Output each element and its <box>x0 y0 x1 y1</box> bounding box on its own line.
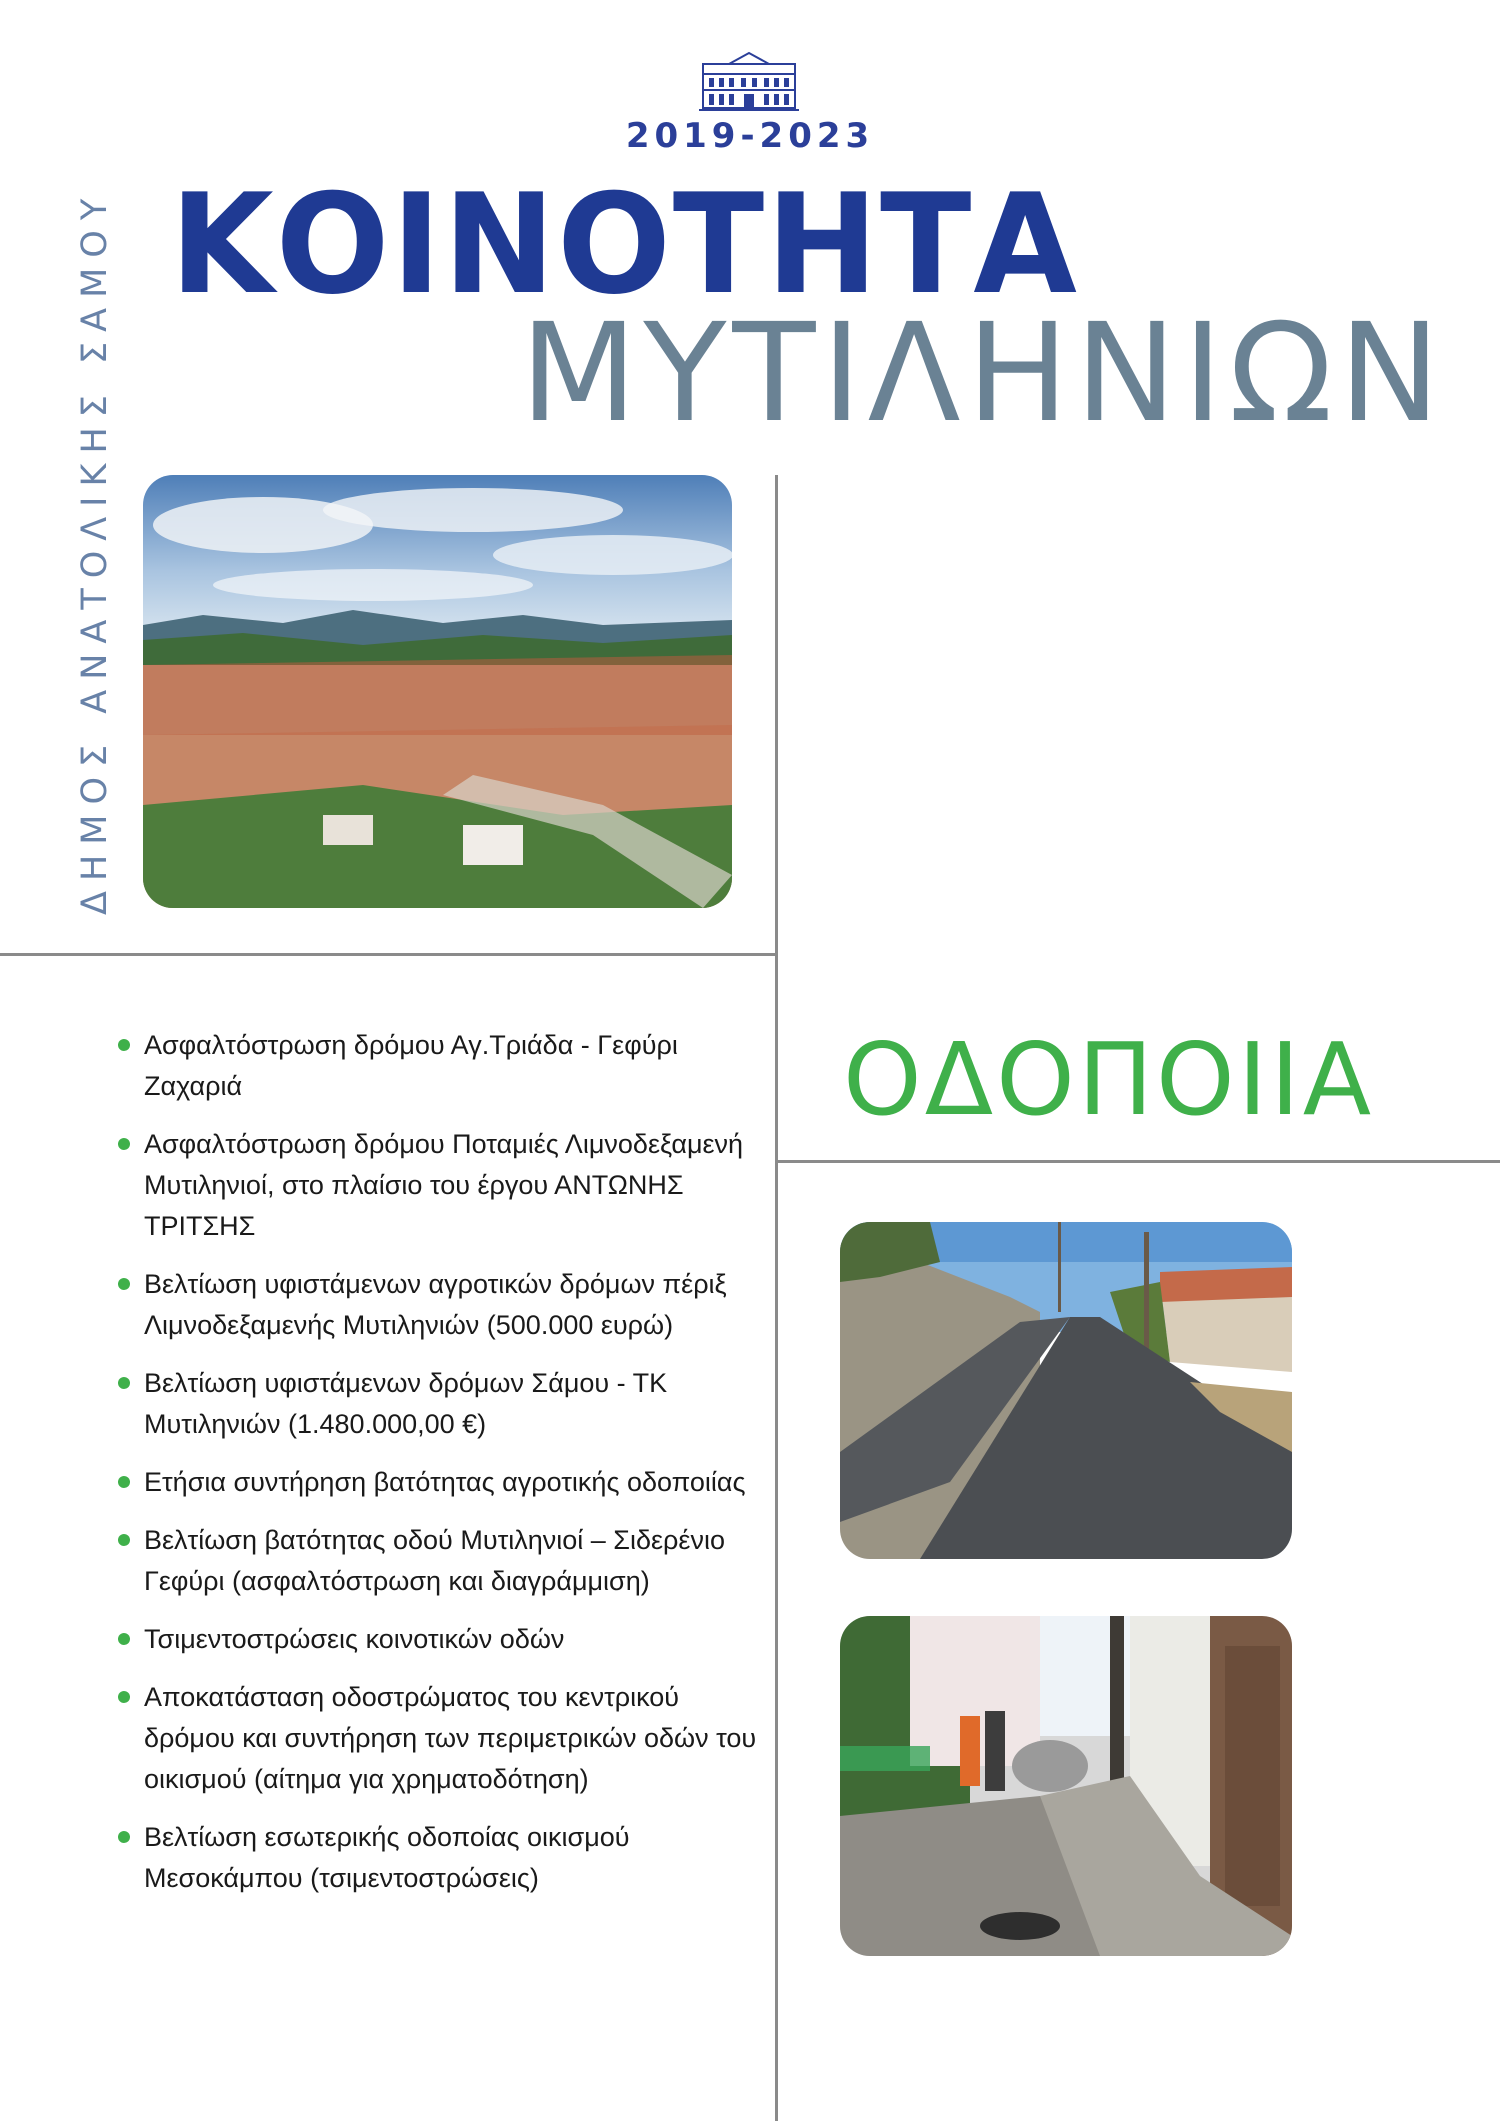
green-dot-icon <box>118 1691 130 1703</box>
list-item <box>118 1124 763 1247</box>
list-item-text: Τσιμεντοστρώσεις κοινοτικών οδών <box>144 1624 565 1654</box>
list-item <box>118 1619 763 1660</box>
green-dot-icon <box>118 1138 130 1150</box>
list-item <box>118 1363 763 1445</box>
green-dot-icon <box>118 1831 130 1843</box>
list-item <box>118 1025 763 1107</box>
page-title-line1: ΚΟΙΝΟΤΗΤΑ <box>170 164 1079 325</box>
green-dot-icon <box>118 1476 130 1488</box>
list-item-text: Ετήσια συντήρηση βατότητας αγροτικής οδοποιίας <box>144 1467 746 1497</box>
green-dot-icon <box>118 1633 130 1645</box>
list-item <box>118 1520 763 1602</box>
green-dot-icon <box>118 1278 130 1290</box>
list-item-text: Βελτίωση υφιστάμενων δρόμων Σάμου - ΤΚ Μυτιληνιών (1.480.000,00 €) <box>144 1368 668 1439</box>
list-item <box>118 1817 763 1899</box>
page-title-line2: ΜΥΤΙΛΗΝΙΩΝ <box>520 295 1447 453</box>
section-title: ΟΔΟΠΟΙΙΑ <box>843 1021 1375 1138</box>
list-item-text: Βελτίωση υφιστάμενων αγροτικών δρόμων πέριξ Λιμνοδεξαμενής Μυτιληνιών (500.000 ευρώ) <box>144 1269 727 1340</box>
years-label: 2019-2023 <box>625 116 875 156</box>
list-item <box>118 1462 763 1503</box>
horizontal-divider-right <box>777 1160 1500 1163</box>
green-dot-icon <box>118 1534 130 1546</box>
list-item <box>118 1677 763 1800</box>
horizontal-divider-left <box>0 953 777 956</box>
municipality-vertical-label: ΔΗΜΟΣ ΑΝΑΤΟΛΙΚΗΣ ΣΑΜΟΥ <box>75 188 115 915</box>
concrete-works-photo <box>840 1616 1292 1956</box>
list-item <box>118 1264 763 1346</box>
village-aerial-photo <box>143 475 732 908</box>
list-item-text: Βελτίωση εσωτερικής οδοποίας οικισμού Μεσοκάμπου (τσιμεντοστρώσεις) <box>144 1822 630 1893</box>
town-hall-logo-icon <box>699 50 799 112</box>
list-item-text: Αποκατάσταση οδοστρώματος του κεντρικού δρόμου και συντήρηση των περιμετρικών οδών του οικισμού (αίτημα για χρηματοδότηση) <box>144 1682 757 1794</box>
asphalt-road-photo <box>840 1222 1292 1559</box>
green-dot-icon <box>118 1377 130 1389</box>
list-item-text: Βελτίωση βατότητας οδού Μυτιληνιοί – Σιδερένιο Γεφύρι (ασφαλτόστρωση και διαγράμμιση) <box>144 1525 725 1596</box>
vertical-divider <box>775 475 778 2121</box>
list-item-text: Ασφαλτόστρωση δρόμου Ποταμιές Λιμνοδεξαμενή Μυτιληνιοί, στο πλαίσιο του έργου ΑΝΤΩΝΗΣ ΤΡΙΤΣΗΣ <box>144 1129 744 1241</box>
road-works-list <box>118 1025 763 1916</box>
green-dot-icon <box>118 1039 130 1051</box>
list-item-text: Ασφαλτόστρωση δρόμου Αγ.Τριάδα - Γεφύρι Ζαχαριά <box>144 1030 678 1101</box>
